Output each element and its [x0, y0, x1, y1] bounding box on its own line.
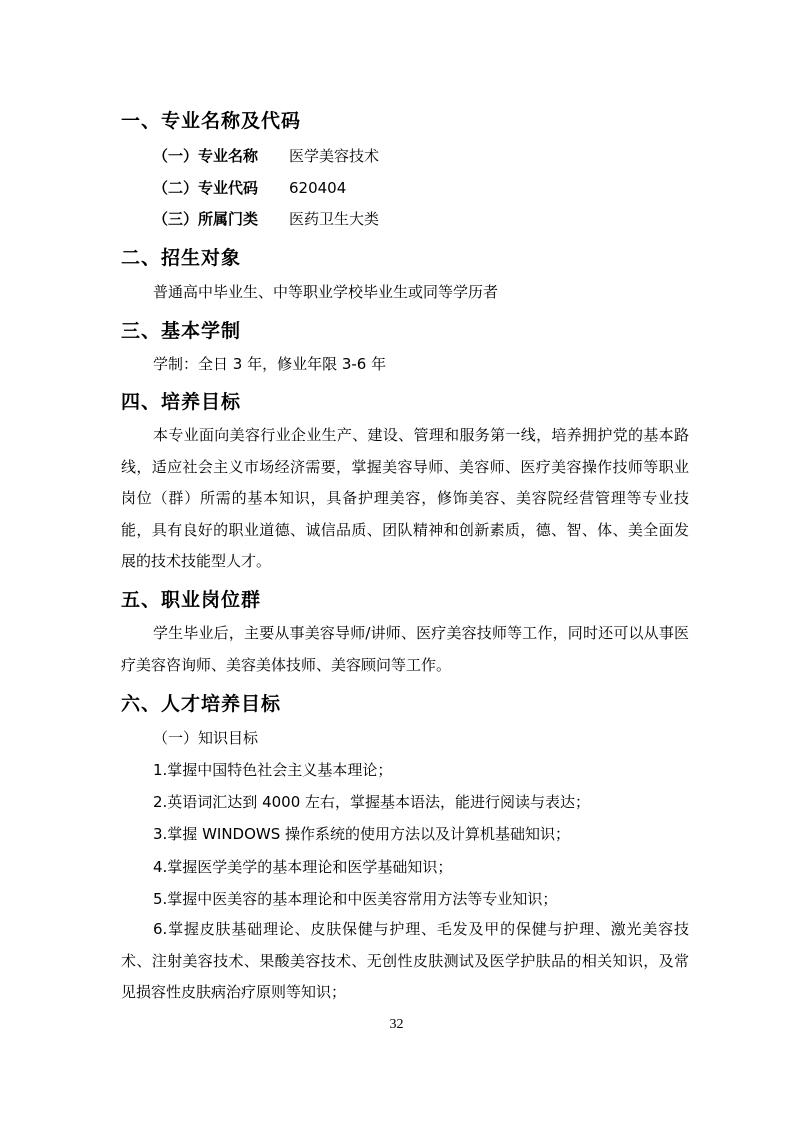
knowledge-item-3: 3.掌握 WINDOWS 操作系统的使用方法以及计算机基础知识； [153, 825, 571, 843]
duration-text: 学制：全日 3 年，修业年限 3-6 年 [153, 355, 387, 373]
page-number: 32 [389, 1017, 404, 1032]
career-paragraph: 学生毕业后，主要从事美容导师/讲师、医疗美容技师等工作，同时还可以从事医疗美容咨询师、美容美体技师、美容顾问等工作。 [121, 624, 689, 674]
enrollment-text: 普通高中毕业生、中等职业学校毕业生或同等学历者 [153, 283, 499, 301]
knowledge-subheading: （一）知识目标 [153, 729, 259, 747]
major-name-label: （一）专业名称 [153, 147, 259, 165]
category-value: 医药卫生大类 [289, 210, 380, 228]
major-name-row [153, 145, 379, 166]
section-heading-2: 二、招生对象 [121, 247, 242, 269]
major-code-value: 620404 [289, 179, 347, 197]
knowledge-item-5: 5.掌握中医美容的基本理论和中医美容常用方法等专业知识； [153, 890, 558, 908]
knowledge-item-4: 4.掌握医学美学的基本理论和医学基础知识； [153, 858, 453, 876]
category-label: （三）所属门类 [153, 210, 259, 228]
major-code-label: （二）专业代码 [153, 179, 259, 197]
knowledge-item-6: 6.掌握皮肤基础理论、皮肤保健与护理、毛发及甲的保健与护理、激光美容技术、注射美容技术、果酸美容技术、无创性皮肤测试及医学护肤品的相关知识，及常见损容性皮肤病治疗原则等知识； [121, 920, 689, 1001]
section-heading-5: 五、职业岗位群 [121, 589, 262, 611]
section-heading-3: 三、基本学制 [121, 320, 242, 342]
major-name-value: 医学美容技术 [289, 147, 380, 165]
section-heading-1: 一、专业名称及代码 [121, 110, 302, 132]
category-row [153, 208, 379, 229]
training-goal-paragraph: 本专业面向美容行业企业生产、建设、管理和服务第一线，培养拥护党的基本路线，适应社会主义市场经济需要，掌握美容导师、美容师、医疗美容操作技师等职业岗位（群）所需的基本知识，具备护理美容，修饰美容、美容院经营管理等专业技能，具有良好的职业道德、诚信品质、团队精神和创新素质，德、智、体、美全面发展的技术技能型人才。 [121, 426, 689, 570]
section-heading-6: 六、人才培养目标 [121, 693, 282, 715]
section-heading-4: 四、培养目标 [121, 391, 242, 413]
major-code-row [153, 177, 346, 198]
knowledge-item-1: 1.掌握中国特色社会主义基本理论； [153, 761, 393, 779]
knowledge-item-2: 2.英语词汇达到 4000 左右，掌握基本语法，能进行阅读与表达； [153, 793, 591, 811]
